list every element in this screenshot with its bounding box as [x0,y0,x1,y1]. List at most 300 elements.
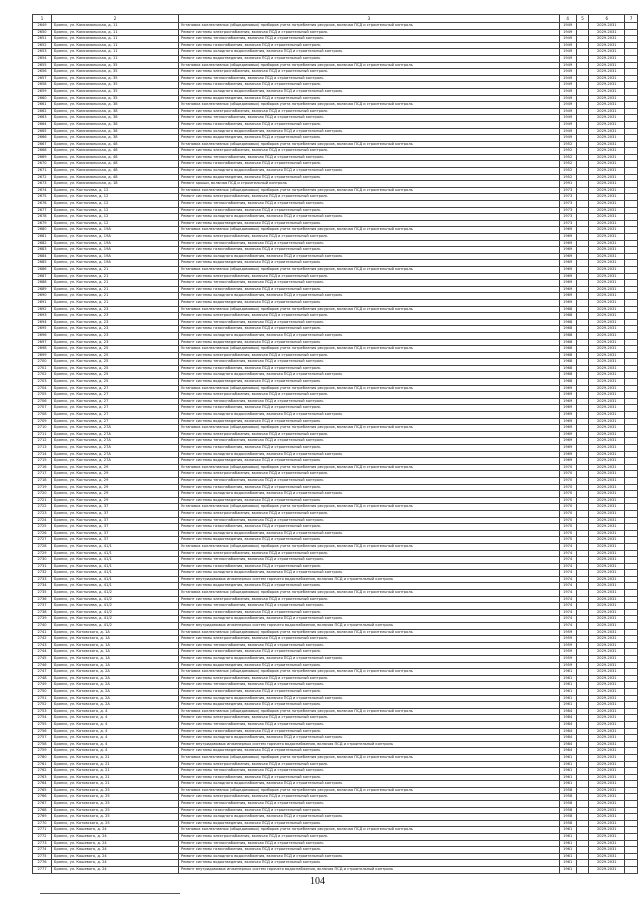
col-5-cell [576,293,589,300]
address-cell: Брянск, ул. Котовского, д. 25 [52,787,179,794]
address-cell: Брянск, ул. Костычева, д. 21 [52,286,179,293]
col-7-cell [625,95,638,102]
col-7-cell [625,721,638,728]
row-number-cell: 2679 [33,220,52,227]
build-year-cell: 1952 [559,148,576,155]
work-type-cell: Ремонт системы холодного водоснабжения, включая ПСД и строительный контроль [178,616,559,623]
table-body [33,23,638,874]
row-number-cell: 2680 [33,227,52,234]
work-type-cell: Ремонт системы газоснабжения, включая ПСД и строительный контроль [178,365,559,372]
col-7-cell [625,346,638,353]
col-7-cell [625,623,638,630]
build-year-cell: 1949 [559,69,576,76]
work-type-cell: Ремонт системы водоотведения, включая ПСД и строительный контроль [178,583,559,590]
build-year-cell: 1959 [559,642,576,649]
work-type-cell: Ремонт системы электроснабжения, включая ПСД и строительный контроль [178,392,559,399]
work-type-cell: Ремонт системы водоотведения, включая ПСД и строительный контроль [178,379,559,386]
address-cell: Брянск, ул. Костычева, д. 41/1 [52,557,179,564]
row-number-cell: 2650 [33,29,52,36]
period-cell: 2029-2031 [589,860,625,867]
col-7-cell [625,642,638,649]
table-row [33,36,638,43]
row-number-cell: 2665 [33,128,52,135]
col-7-cell [625,695,638,702]
period-cell: 2029-2031 [589,365,625,372]
work-type-cell: Ремонт системы электроснабжения, включая ПСД и строительный контроль [178,715,559,722]
col-5-cell [576,748,589,755]
build-year-cell: 1961 [559,867,576,874]
build-year-cell: 1961 [559,847,576,854]
work-type-cell: Ремонт системы холодного водоснабжения, включая ПСД и строительный контроль [178,814,559,821]
row-number-cell: 2675 [33,194,52,201]
col-5-cell [576,412,589,419]
period-cell: 2029-2031 [589,557,625,564]
table-row [33,339,638,346]
build-year-cell: 1968 [559,306,576,313]
col-7-cell [625,214,638,221]
period-cell: 2029-2031 [589,550,625,557]
table-row [33,853,638,860]
col-5-cell [576,187,589,194]
work-type-cell: Ремонт системы электроснабжения, включая ПСД и строительный контроль [178,550,559,557]
period-cell: 2029-2031 [589,867,625,874]
build-year-cell: 1958 [559,801,576,808]
col-7-cell [625,728,638,735]
build-year-cell: 1970 [559,491,576,498]
table-row [33,220,638,227]
row-number-cell: 2678 [33,214,52,221]
period-cell: 2029-2031 [589,688,625,695]
address-cell: Брянск, ул. Комсомольская, д. 48 [52,161,179,168]
col-7-cell [625,715,638,722]
col-5-cell [576,75,589,82]
row-number-cell: 2704 [33,385,52,392]
col-5-cell [576,649,589,656]
col-7-cell [625,464,638,471]
col-7-cell [625,319,638,326]
period-cell: 2029-2031 [589,412,625,419]
row-number-cell: 2684 [33,253,52,260]
row-number-cell: 2700 [33,359,52,366]
row-number-cell: 2682 [33,240,52,247]
build-year-cell: 1984 [559,708,576,715]
column-header-7: 7 [625,15,638,23]
row-number-cell: 2691 [33,299,52,306]
row-number-cell: 2694 [33,319,52,326]
build-year-cell: 1974 [559,590,576,597]
col-5-cell [576,583,589,590]
col-7-cell [625,629,638,636]
table-row [33,491,638,498]
work-type-cell: Ремонт системы газоснабжения, включая ПСД и строительный контроль [178,161,559,168]
period-cell: 2029-2031 [589,754,625,761]
address-cell: Брянск, ул. Кошевого, д. 24 [52,827,179,834]
build-year-cell: 1968 [559,346,576,353]
work-type-cell: Ремонт внутридомовых инженерных систем горячего водоснабжения, включая ПСД и строительный контроль [178,623,559,630]
period-cell: 2029-2031 [589,768,625,775]
address-cell: Брянск, ул. Костычева, д. 23 [52,319,179,326]
col-5-cell [576,590,589,597]
address-cell: Брянск, ул. Котовского, д. 21 [52,754,179,761]
row-number-cell: 2770 [33,820,52,827]
build-year-cell: 1973 [559,187,576,194]
col-7-cell [625,860,638,867]
build-year-cell: 1969 [559,293,576,300]
work-type-cell: Ремонт системы холодного водоснабжения, включая ПСД и строительный контроль [178,372,559,379]
row-number-cell: 2722 [33,504,52,511]
address-cell: Брянск, ул. Комсомольская, д. 11 [52,36,179,43]
period-cell: 2029-2031 [589,174,625,181]
col-5-cell [576,616,589,623]
address-cell: Брянск, ул. Костычева, д. 19А [52,253,179,260]
address-cell: Брянск, ул. Костычева, д. 41/1 [52,543,179,550]
row-number-cell: 2729 [33,550,52,557]
build-year-cell: 1949 [559,75,576,82]
period-cell: 2029-2031 [589,596,625,603]
col-7-cell [625,36,638,43]
table-row [33,563,638,570]
build-year-cell: 1974 [559,557,576,564]
period-cell: 2029-2031 [589,187,625,194]
col-7-cell [625,840,638,847]
col-7-cell [625,121,638,128]
address-cell: Брянск, ул. Котовского, д. 4 [52,735,179,742]
row-number-cell: 2695 [33,326,52,333]
work-type-cell: Ремонт системы теплоснабжения, включая ПСД и строительный контроль [178,240,559,247]
address-cell: Брянск, ул. Костычева, д. 27 [52,392,179,399]
row-number-cell: 2723 [33,510,52,517]
work-type-cell: Ремонт системы газоснабжения, включая ПСД и строительный контроль [178,609,559,616]
works-table-sheet [32,14,638,874]
build-year-cell: 1984 [559,741,576,748]
col-5-cell [576,260,589,267]
address-cell: Брянск, ул. Комсомольская, д. 11 [52,23,179,30]
build-year-cell: 1974 [559,570,576,577]
table-row [33,761,638,768]
build-year-cell: 1974 [559,616,576,623]
build-year-cell: 1959 [559,636,576,643]
work-type-cell: Ремонт системы электроснабжения, включая ПСД и строительный контроль [178,834,559,841]
work-type-cell: Установка коллективных (общедомовых) приборов учета потребления ресурсов, включая ПСД и строительный контроль [178,590,559,597]
col-7-cell [625,787,638,794]
period-cell: 2029-2031 [589,161,625,168]
period-cell: 2029-2031 [589,405,625,412]
work-type-cell: Ремонт системы теплоснабжения, включая ПСД и строительный контроль [178,557,559,564]
address-cell: Брянск, ул. Костычева, д. 19А [52,227,179,234]
row-number-cell: 2746 [33,662,52,669]
row-number-cell: 2727 [33,537,52,544]
col-7-cell [625,359,638,366]
col-7-cell [625,570,638,577]
col-5-cell [576,741,589,748]
col-5-cell [576,148,589,155]
column-header-1: 1 [33,15,52,23]
col-5-cell [576,596,589,603]
col-7-cell [625,596,638,603]
table-row [33,484,638,491]
address-cell: Брянск, ул. Котовского, д. 1А [52,649,179,656]
table-row [33,425,638,432]
table-row [33,741,638,748]
work-type-cell: Ремонт системы холодного водоснабжения, включая ПСД и строительный контроль [178,214,559,221]
col-5-cell [576,814,589,821]
row-number-cell: 2744 [33,649,52,656]
row-number-cell: 2654 [33,55,52,62]
build-year-cell: 1949 [559,128,576,135]
col-7-cell [625,62,638,69]
col-5-cell [576,721,589,728]
col-5-cell [576,675,589,682]
build-year-cell: 1961 [559,688,576,695]
period-cell: 2029-2031 [589,392,625,399]
work-type-cell: Ремонт системы холодного водоснабжения, включая ПСД и строительный контроль [178,451,559,458]
table-row [33,471,638,478]
period-cell: 2029-2031 [589,543,625,550]
col-5-cell [576,550,589,557]
table-row [33,392,638,399]
col-5-cell [576,656,589,663]
col-7-cell [625,240,638,247]
address-cell: Брянск, ул. Котовского, д. 2А [52,675,179,682]
address-cell: Брянск, ул. Комсомольская, д. 18 [52,181,179,188]
work-type-cell: Ремонт системы водоотведения, включая ПСД и строительный контроль [178,135,559,142]
col-5-cell [576,108,589,115]
address-cell: Брянск, ул. Котовского, д. 1А [52,629,179,636]
table-row [33,497,638,504]
col-7-cell [625,260,638,267]
table-row [33,728,638,735]
col-7-cell [625,774,638,781]
row-number-cell: 2717 [33,471,52,478]
col-7-cell [625,23,638,30]
col-5-cell [576,682,589,689]
row-number-cell: 2774 [33,847,52,854]
table-row [33,286,638,293]
work-type-cell: Ремонт системы теплоснабжения, включая ПСД и строительный контроль [178,280,559,287]
period-cell: 2029-2031 [589,240,625,247]
period-cell: 2029-2031 [589,708,625,715]
period-cell: 2029-2031 [589,49,625,56]
table-row [33,517,638,524]
table-row [33,181,638,188]
row-number-cell: 2772 [33,834,52,841]
period-cell: 2029-2031 [589,616,625,623]
row-number-cell: 2747 [33,669,52,676]
col-5-cell [576,702,589,709]
table-row [33,458,638,465]
row-number-cell: 2777 [33,867,52,874]
table-row [33,161,638,168]
row-number-cell: 2726 [33,530,52,537]
row-number-cell: 2748 [33,675,52,682]
work-type-cell: Ремонт системы электроснабжения, включая ПСД и строительный контроль [178,636,559,643]
work-type-cell: Ремонт системы теплоснабжения, включая ПСД и строительный контроль [178,154,559,161]
address-cell: Брянск, ул. Костычева, д. 29 [52,497,179,504]
table-row [33,418,638,425]
col-7-cell [625,510,638,517]
row-number-cell: 2690 [33,293,52,300]
col-5-cell [576,240,589,247]
work-type-cell: Ремонт системы водоотведения, включая ПСД и строительный контроль [178,820,559,827]
build-year-cell: 1984 [559,735,576,742]
work-type-cell: Ремонт внутридомовых инженерных систем горячего водоснабжения, включая ПСД и строительный контроль [178,867,559,874]
table-row [33,49,638,56]
row-number-cell: 2720 [33,491,52,498]
work-type-cell: Ремонт системы газоснабжения, включая ПСД и строительный контроль [178,807,559,814]
col-7-cell [625,748,638,755]
row-number-cell: 2707 [33,405,52,412]
period-cell: 2029-2031 [589,794,625,801]
address-cell: Брянск, ул. Костычева, д. 27 [52,418,179,425]
col-5-cell [576,774,589,781]
work-type-cell: Ремонт системы водоотведения, включая ПСД и строительный контроль [178,458,559,465]
col-7-cell [625,438,638,445]
build-year-cell: 1961 [559,768,576,775]
period-cell: 2029-2031 [589,609,625,616]
address-cell: Брянск, ул. Костычева, д. 12 [52,194,179,201]
table-row [33,293,638,300]
col-7-cell [625,201,638,208]
work-type-cell: Ремонт системы водоотведения, включая ПСД и строительный контроль [178,418,559,425]
table-row [33,603,638,610]
col-7-cell [625,326,638,333]
period-cell: 2029-2031 [589,820,625,827]
col-5-cell [576,431,589,438]
col-5-cell [576,418,589,425]
period-cell: 2029-2031 [589,761,625,768]
col-5-cell [576,49,589,56]
table-row [33,656,638,663]
period-cell: 2029-2031 [589,372,625,379]
table-row [33,583,638,590]
col-5-cell [576,867,589,874]
build-year-cell: 1961 [559,695,576,702]
table-row [33,379,638,386]
period-cell: 2029-2031 [589,286,625,293]
period-cell: 2029-2031 [589,497,625,504]
build-year-cell: 1949 [559,23,576,30]
row-number-cell: 2661 [33,102,52,109]
work-type-cell: Ремонт системы теплоснабжения, включая ПСД и строительный контроль [178,398,559,405]
col-5-cell [576,754,589,761]
row-number-cell: 2677 [33,207,52,214]
table-row [33,642,638,649]
col-5-cell [576,557,589,564]
address-cell: Брянск, ул. Костычева, д. 41/1 [52,563,179,570]
address-cell: Брянск, ул. Котовского, д. 2А [52,682,179,689]
row-number-cell: 2765 [33,787,52,794]
col-5-cell [576,220,589,227]
address-cell: Брянск, ул. Котовского, д. 4 [52,721,179,728]
col-7-cell [625,827,638,834]
row-number-cell: 2715 [33,458,52,465]
work-type-cell: Установка коллективных (общедомовых) приборов учета потребления ресурсов, включая ПСД и строительный контроль [178,266,559,273]
address-cell: Брянск, ул. Котовского, д. 25 [52,807,179,814]
address-cell: Брянск, ул. Котовского, д. 21 [52,761,179,768]
address-cell: Брянск, ул. Костычева, д. 23 [52,326,179,333]
col-5-cell [576,214,589,221]
period-cell: 2029-2031 [589,801,625,808]
address-cell: Брянск, ул. Костычева, д. 19А [52,234,179,241]
period-cell: 2029-2031 [589,55,625,62]
row-number-cell: 2659 [33,88,52,95]
build-year-cell: 1969 [559,260,576,267]
table-row [33,431,638,438]
table-row [33,141,638,148]
build-year-cell: 1968 [559,339,576,346]
period-cell: 2029-2031 [589,774,625,781]
build-year-cell: 1961 [559,834,576,841]
row-number-cell: 2701 [33,365,52,372]
build-year-cell: 1974 [559,596,576,603]
row-number-cell: 2656 [33,69,52,76]
address-cell: Брянск, ул. Костычева, д. 41/2 [52,603,179,610]
period-cell: 2029-2031 [589,148,625,155]
period-cell: 2029-2031 [589,675,625,682]
work-type-cell: Ремонт системы газоснабжения, включая ПСД и строительный контроль [178,247,559,254]
col-5-cell [576,55,589,62]
col-5-cell [576,820,589,827]
col-5-cell [576,280,589,287]
period-cell: 2029-2031 [589,306,625,313]
row-number-cell: 2676 [33,201,52,208]
period-cell: 2029-2031 [589,214,625,221]
col-7-cell [625,814,638,821]
col-5-cell [576,629,589,636]
col-5-cell [576,860,589,867]
address-cell: Брянск, ул. Костычева, д. 37 [52,510,179,517]
table-row [33,445,638,452]
table-row [33,95,638,102]
table-row [33,477,638,484]
build-year-cell: 1959 [559,629,576,636]
period-cell: 2029-2031 [589,201,625,208]
build-year-cell: 1969 [559,445,576,452]
address-cell: Брянск, ул. Комсомольская, д. 38 [52,115,179,122]
col-7-cell [625,306,638,313]
col-5-cell [576,42,589,49]
col-5-cell [576,253,589,260]
table-row [33,247,638,254]
row-number-cell: 2757 [33,735,52,742]
row-number-cell: 2735 [33,590,52,597]
table-row [33,596,638,603]
period-cell: 2029-2031 [589,102,625,109]
address-cell: Брянск, ул. Комсомольская, д. 35 [52,62,179,69]
period-cell: 2029-2031 [589,458,625,465]
work-type-cell: Ремонт системы холодного водоснабжения, включая ПСД и строительный контроль [178,49,559,56]
col-7-cell [625,557,638,564]
table-row [33,649,638,656]
col-5-cell [576,23,589,30]
col-5-cell [576,840,589,847]
table-row [33,814,638,821]
col-7-cell [625,339,638,346]
col-5-cell [576,761,589,768]
build-year-cell: 1949 [559,55,576,62]
row-number-cell: 2745 [33,656,52,663]
address-cell: Брянск, ул. Комсомольская, д. 38 [52,135,179,142]
build-year-cell: 1973 [559,201,576,208]
address-cell: Брянск, ул. Костычева, д. 37 [52,530,179,537]
col-7-cell [625,425,638,432]
col-5-cell [576,313,589,320]
row-number-cell: 2657 [33,75,52,82]
work-type-cell: Ремонт системы холодного водоснабжения, включая ПСД и строительный контроль [178,656,559,663]
col-7-cell [625,656,638,663]
table-row [33,121,638,128]
build-year-cell: 1961 [559,781,576,788]
